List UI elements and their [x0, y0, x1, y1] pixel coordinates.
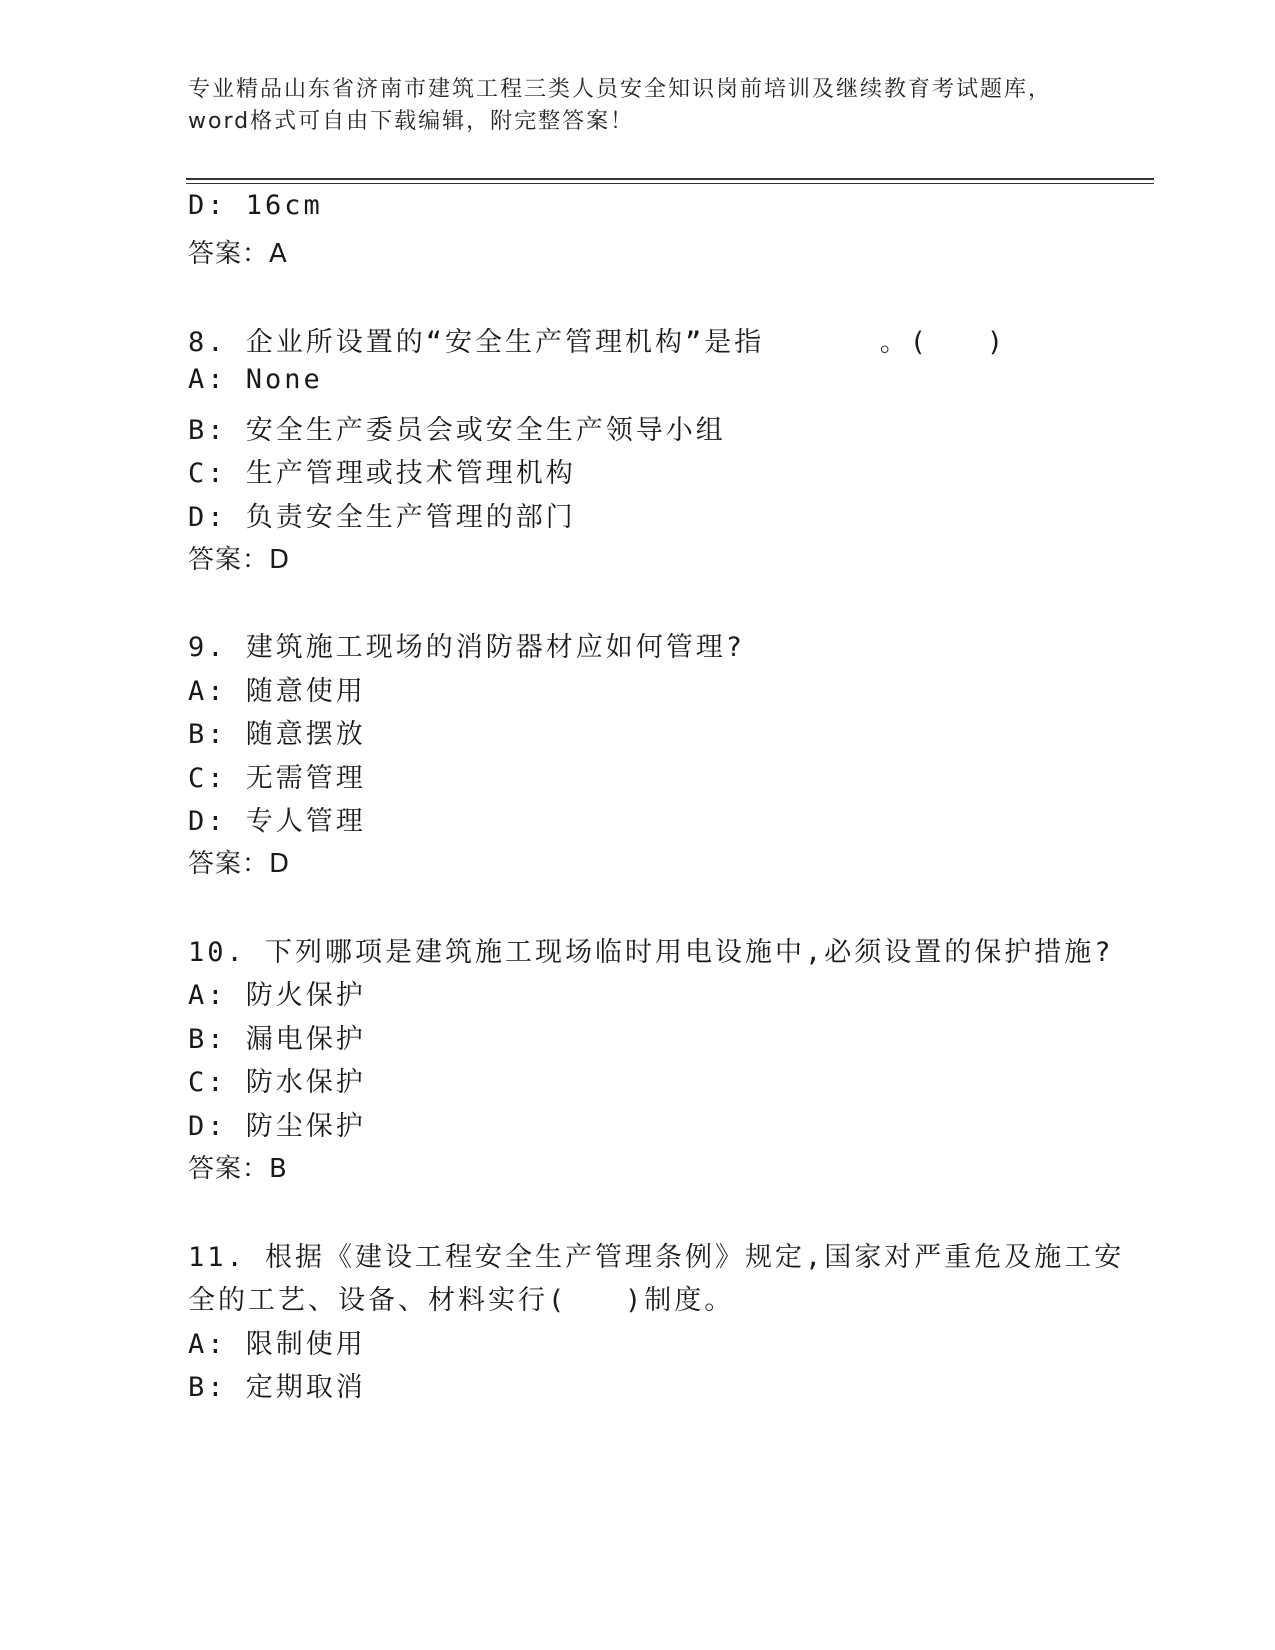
prev-answer: 答案：A [188, 239, 288, 269]
q11-question-line-2: 全的工艺、设备、材料实行( )制度。 [188, 1285, 735, 1316]
q8-question: 8. 企业所设置的“安全生产管理机构”是指 。( ) [188, 327, 1007, 358]
q9-option-d: D: 专人管理 [188, 806, 366, 837]
q10-option-b: B: 漏电保护 [188, 1024, 366, 1055]
document-header [188, 74, 1088, 138]
q11-option-a: A: 限制使用 [188, 1329, 366, 1360]
q11-question-line-1: 11. 根据《建设工程安全生产管理条例》规定,国家对严重危及施工安 [188, 1242, 1125, 1273]
header-divider-thin [186, 183, 1154, 184]
q9-question: 9. 建筑施工现场的消防器材应如何管理? [188, 632, 746, 663]
q11-option-b: B: 定期取消 [188, 1372, 366, 1403]
header-line-1: 专业精品山东省济南市建筑工程三类人员安全知识岗前培训及继续教育考试题库， [188, 77, 1053, 102]
header-divider-thick [186, 178, 1154, 180]
q9-answer: 答案：D [188, 849, 291, 879]
q10-option-c: C: 防水保护 [188, 1067, 366, 1098]
q9-option-b: B: 随意摆放 [188, 719, 366, 750]
q8-option-a: A: None [188, 364, 323, 395]
q9-option-a: A: 随意使用 [188, 676, 366, 707]
q10-option-d: D: 防尘保护 [188, 1111, 366, 1142]
prev-option-d: D: 16cm [188, 190, 323, 221]
q8-option-d: D: 负责安全生产管理的部门 [188, 502, 576, 533]
q8-option-c: C: 生产管理或技术管理机构 [188, 458, 576, 489]
q8-option-b: B: 安全生产委员会或安全生产领导小组 [188, 415, 726, 446]
q10-question: 10. 下列哪项是建筑施工现场临时用电设施中,必须设置的保护措施? [188, 937, 1114, 968]
q8-answer: 答案：D [188, 545, 291, 575]
q10-option-a: A: 防火保护 [188, 980, 366, 1011]
q9-option-c: C: 无需管理 [188, 763, 366, 794]
q10-answer: 答案：B [188, 1154, 288, 1184]
header-line-2: word格式可自由下载编辑，附完整答案！ [188, 109, 635, 134]
